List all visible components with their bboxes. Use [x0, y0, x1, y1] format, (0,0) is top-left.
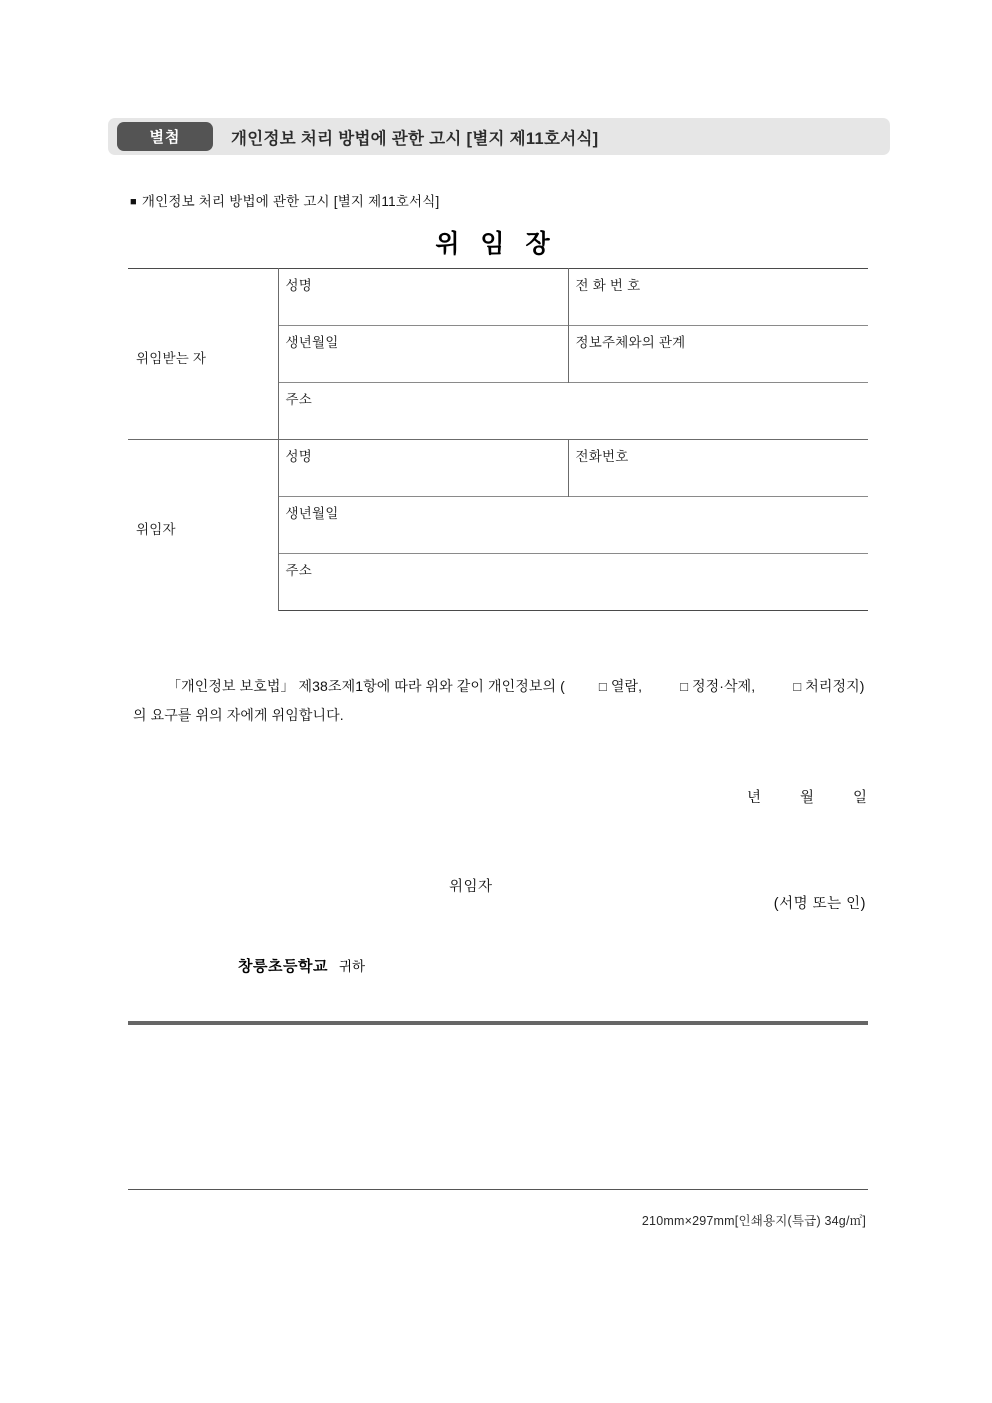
field-label-birthdate-delegator: 생년월일 [278, 497, 868, 554]
field-label-phone-delegator: 전화번호 [568, 440, 868, 497]
signature-party-label: 위임자 [449, 879, 493, 895]
statement-line2: 요구를 위의 자에게 위임합니다. [150, 707, 344, 723]
party-label-delegate: 위임받는 자 [128, 269, 278, 440]
checkbox-correct-delete-label: 정정·삭제, [688, 678, 760, 694]
field-label-name-delegate: 성명 [278, 269, 568, 326]
date-line [0, 786, 868, 807]
table-row [128, 269, 868, 326]
field-label-relation-delegate: 정보주체와의 관계 [568, 326, 868, 383]
section-divider [128, 1021, 868, 1025]
table-row [128, 440, 868, 497]
notice-marker-icon: ■ [130, 196, 137, 208]
attachment-header-bar [108, 118, 890, 155]
signature-or-seal-note: (서명 또는 인) [773, 896, 866, 912]
paper-spec-note: 210mm×297mm[인쇄용지(특급) 34g/㎡] [641, 1214, 866, 1228]
delegation-statement [133, 672, 868, 730]
field-label-phone-delegate: 전 화 번 호 [568, 269, 868, 326]
checkbox-stop-processing-label: 처리정지)의 [133, 678, 865, 723]
page-title: 위 임 장 [435, 230, 557, 258]
recipient-line [238, 955, 365, 976]
checkbox-correct-delete-icon[interactable]: □ [680, 679, 689, 694]
attachment-badge: 별첨 [117, 122, 213, 151]
field-label-address-delegator: 주소 [278, 554, 868, 611]
footer-divider [128, 1189, 868, 1190]
form-notice [130, 190, 439, 210]
recipient-honorific: 귀하 [338, 959, 366, 974]
checkbox-stop-processing-icon[interactable]: □ [793, 679, 802, 694]
recipient-organization: 창릉초등학교 [238, 958, 328, 975]
attachment-header-title: 개인정보 처리 방법에 관한 고시 [별지 제11호서식] [231, 129, 599, 148]
date-month-label: 월 [799, 790, 815, 806]
field-label-birthdate-delegate: 생년월일 [278, 326, 568, 383]
date-day-label: 일 [852, 790, 868, 806]
date-year-label: 년 [746, 790, 762, 806]
statement-prefix: 「개인정보 보호법」 제38조제1항에 따라 위와 같이 개인정보의 ( [167, 678, 565, 694]
party-label-delegator: 위임자 [128, 440, 278, 611]
checkbox-view-icon[interactable]: □ [598, 679, 607, 694]
delegation-form-table [128, 268, 868, 611]
field-label-address-delegate: 주소 [278, 383, 868, 440]
form-notice-text: 개인정보 처리 방법에 관한 고시 [별지 제11호서식] [141, 194, 440, 209]
checkbox-view-label: 열람, [606, 678, 647, 694]
field-label-name-delegator: 성명 [278, 440, 568, 497]
